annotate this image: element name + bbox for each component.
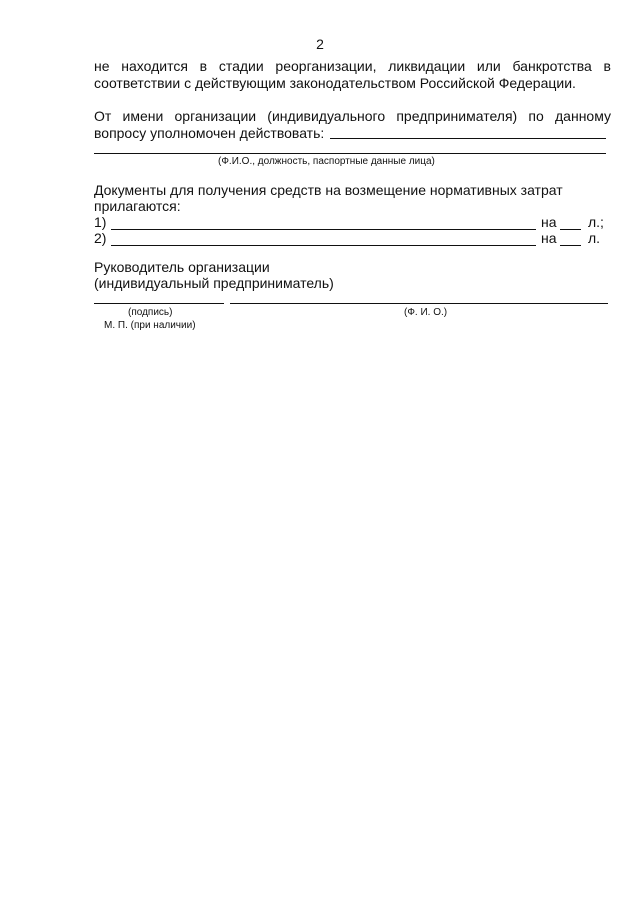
document-item-2-na: на <box>541 230 557 246</box>
name-caption: (Ф. И. О.) <box>404 307 448 318</box>
authorized-blank-line-1 <box>330 138 606 139</box>
document-item-2-number: 2) <box>94 230 107 246</box>
authorized-blank-line-2 <box>94 153 606 154</box>
document-item-1-number: 1) <box>94 214 107 230</box>
page-number: 2 <box>316 36 324 52</box>
continuation-paragraph <box>94 58 611 92</box>
document-item-1-pages-blank <box>560 229 581 230</box>
continuation-line-1: не находится в стадии реорганизации, ликвидации или банкротства в <box>94 58 611 74</box>
signature-title-line-2: (индивидуальный предприниматель) <box>94 275 334 291</box>
document-item-2-unit: л. <box>588 230 601 246</box>
authorized-line-1: От имени организации (индивидуального предпринимателя) по данному <box>94 108 611 124</box>
document-item-1-blank <box>111 229 536 230</box>
signature-blank <box>94 303 224 304</box>
authorized-paragraph <box>94 108 611 142</box>
document-item-1-unit: л.; <box>588 214 604 230</box>
signature-caption: (подпись) <box>128 307 173 318</box>
document-item-2-blank <box>111 245 536 246</box>
document-item-1-na: на <box>541 214 557 230</box>
authorized-line-2: вопросу уполномочен действовать: <box>94 125 325 141</box>
stamp-caption: М. П. (при наличии) <box>104 320 196 331</box>
documents-heading-line-2: прилагаются: <box>94 198 181 214</box>
authorized-caption: (Ф.И.О., должность, паспортные данные лица) <box>218 156 435 167</box>
continuation-line-2: соответствии с действующим законодательством Российской Федерации. <box>94 75 576 91</box>
signature-title-line-1: Руководитель организации <box>94 259 270 275</box>
documents-heading-line-1: Документы для получения средств на возмещение нормативных затрат <box>94 182 563 198</box>
name-blank <box>230 303 608 304</box>
document-item-2-pages-blank <box>560 245 581 246</box>
